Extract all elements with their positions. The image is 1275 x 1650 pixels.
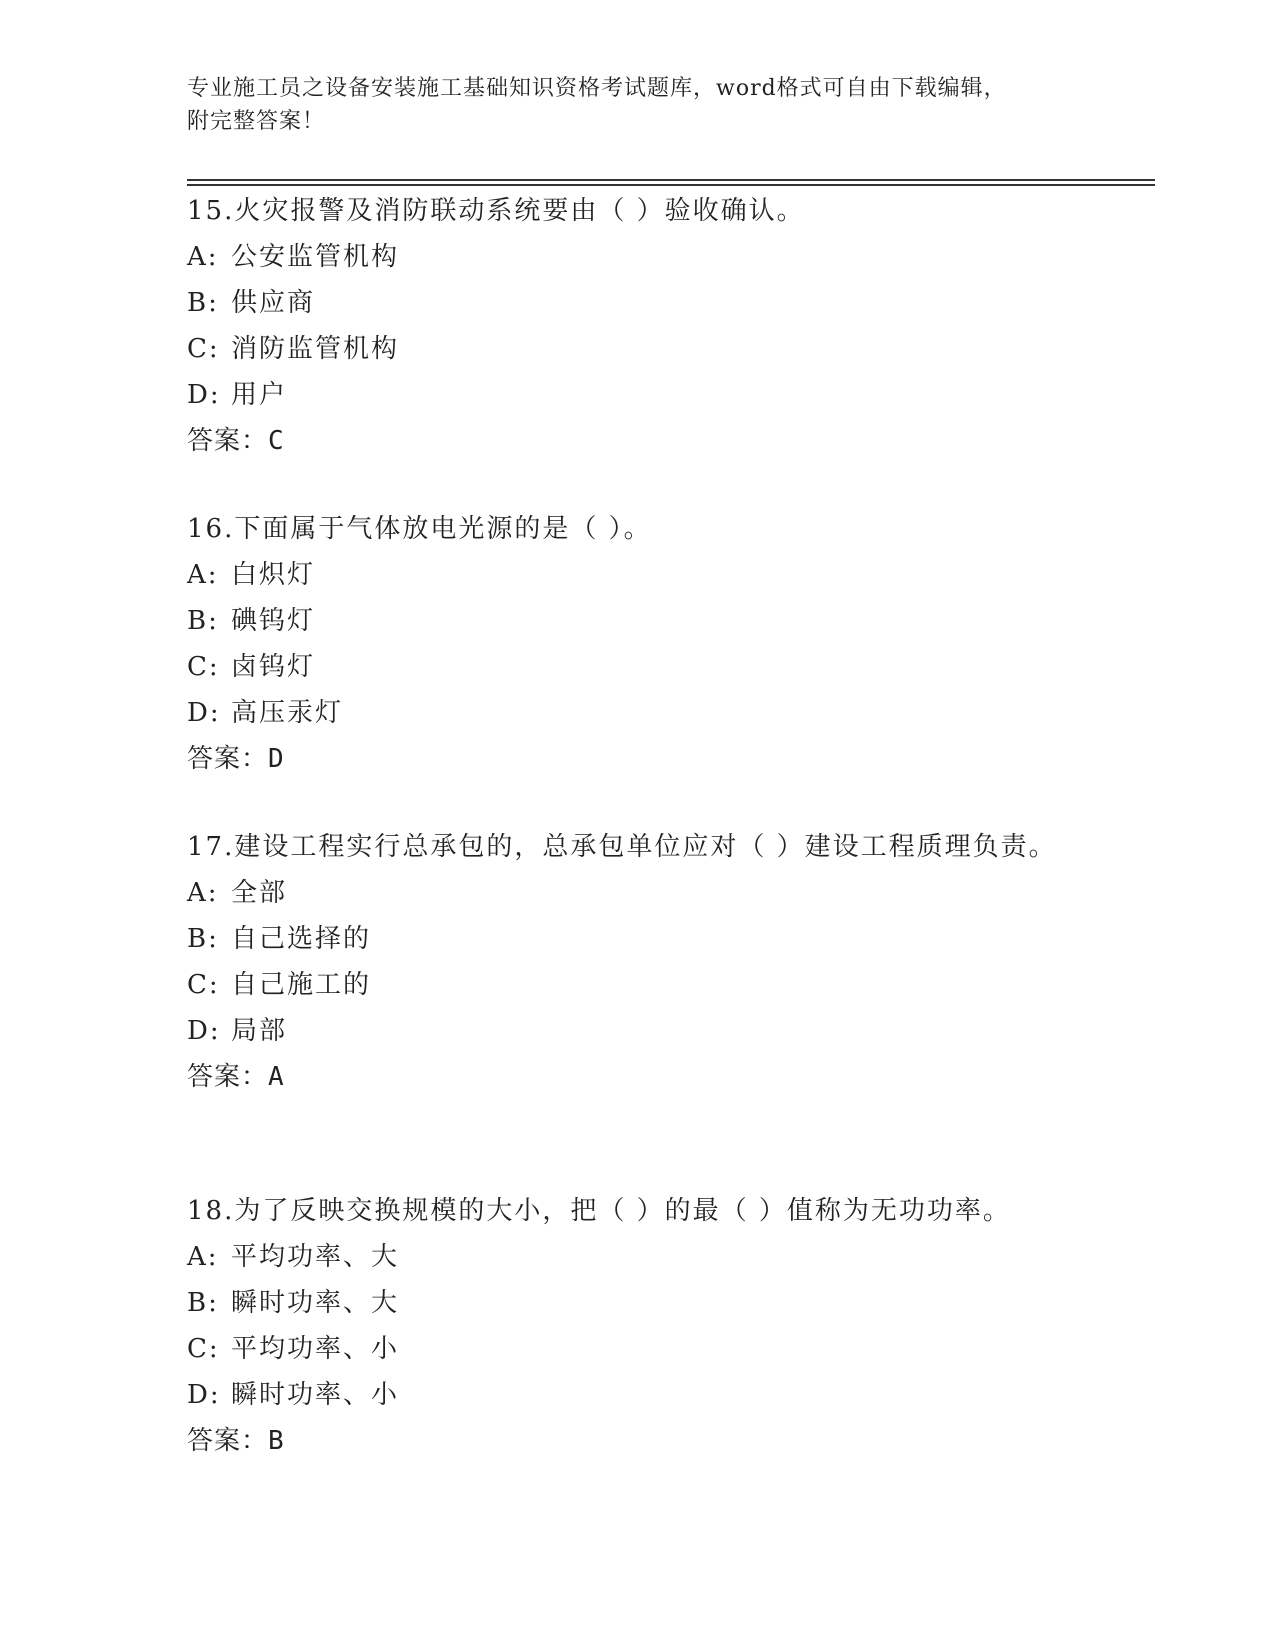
- option-c: [187, 962, 1087, 1008]
- option-key: B:: [187, 606, 219, 636]
- option-text: 瞬时功率、小: [231, 1380, 400, 1410]
- option-key: D:: [187, 1016, 221, 1046]
- option-key: D:: [187, 698, 221, 728]
- option-b: [187, 598, 1087, 644]
- answer-line: [187, 418, 1087, 464]
- option-key: A:: [187, 1242, 219, 1272]
- answer-value: B: [268, 1426, 285, 1456]
- answer-line: [187, 1054, 1087, 1100]
- option-a: [187, 552, 1087, 598]
- option-b: [187, 916, 1087, 962]
- option-key: D:: [187, 1380, 221, 1410]
- question-15: [187, 188, 1087, 464]
- option-a: [187, 870, 1087, 916]
- question-stem: 18.为了反映交换规模的大小，把（ ）的最（ ）值称为无功功率。: [187, 1196, 1011, 1226]
- option-text: 平均功率、大: [231, 1242, 400, 1272]
- answer-line: [187, 736, 1087, 782]
- header-divider-top: [187, 179, 1155, 181]
- option-text: 白炽灯: [231, 560, 316, 590]
- option-d: [187, 372, 1087, 418]
- option-key: B:: [187, 1288, 219, 1318]
- answer-line: [187, 1418, 1087, 1464]
- header-line-2: 附完整答案！: [187, 109, 326, 134]
- option-a: [187, 234, 1087, 280]
- option-key: A:: [187, 242, 219, 272]
- option-text: 全部: [231, 878, 288, 908]
- option-b: [187, 280, 1087, 326]
- option-text: 自己施工的: [231, 970, 372, 1000]
- answer-value: A: [268, 1062, 285, 1092]
- answer-label: 答案：: [187, 1426, 269, 1456]
- option-d: [187, 1008, 1087, 1054]
- option-a: [187, 1234, 1087, 1280]
- option-text: 局部: [231, 1016, 288, 1046]
- option-text: 卤钨灯: [231, 652, 316, 682]
- document-header: [187, 72, 1087, 138]
- question-17: [187, 824, 1087, 1100]
- option-key: A:: [187, 878, 219, 908]
- option-c: [187, 1326, 1087, 1372]
- question-16: [187, 506, 1087, 782]
- option-key: C:: [187, 970, 220, 1000]
- option-text: 消防监管机构: [231, 334, 400, 364]
- option-key: B:: [187, 924, 219, 954]
- option-text: 高压汞灯: [231, 698, 344, 728]
- option-key: A:: [187, 560, 219, 590]
- answer-value: C: [268, 426, 285, 456]
- option-text: 平均功率、小: [231, 1334, 400, 1364]
- option-text: 用户: [231, 380, 288, 410]
- header-divider-bottom: [187, 184, 1155, 186]
- question-stem: 16.下面属于气体放电光源的是（ ）。: [187, 514, 652, 544]
- question-stem: 17.建设工程实行总承包的，总承包单位应对（ ）建设工程质理负责。: [187, 832, 1057, 862]
- answer-label: 答案：: [187, 426, 269, 456]
- header-line-1: 专业施工员之设备安装施工基础知识资格考试题库，word格式可自由下载编辑，: [187, 76, 1007, 101]
- option-text: 供应商: [231, 288, 316, 318]
- answer-value: D: [268, 744, 285, 774]
- option-key: C:: [187, 334, 220, 364]
- question-18: [187, 1188, 1087, 1464]
- option-b: [187, 1280, 1087, 1326]
- option-d: [187, 690, 1087, 736]
- option-d: [187, 1372, 1087, 1418]
- option-text: 公安监管机构: [231, 242, 400, 272]
- option-key: C:: [187, 1334, 220, 1364]
- answer-label: 答案：: [187, 744, 269, 774]
- option-key: B:: [187, 288, 219, 318]
- option-text: 瞬时功率、大: [231, 1288, 400, 1318]
- option-c: [187, 326, 1087, 372]
- option-key: C:: [187, 652, 220, 682]
- answer-label: 答案：: [187, 1062, 269, 1092]
- question-stem: 15.火灾报警及消防联动系统要由（ ）验收确认。: [187, 196, 805, 226]
- option-text: 自己选择的: [231, 924, 372, 954]
- option-c: [187, 644, 1087, 690]
- option-key: D:: [187, 380, 221, 410]
- option-text: 碘钨灯: [231, 606, 316, 636]
